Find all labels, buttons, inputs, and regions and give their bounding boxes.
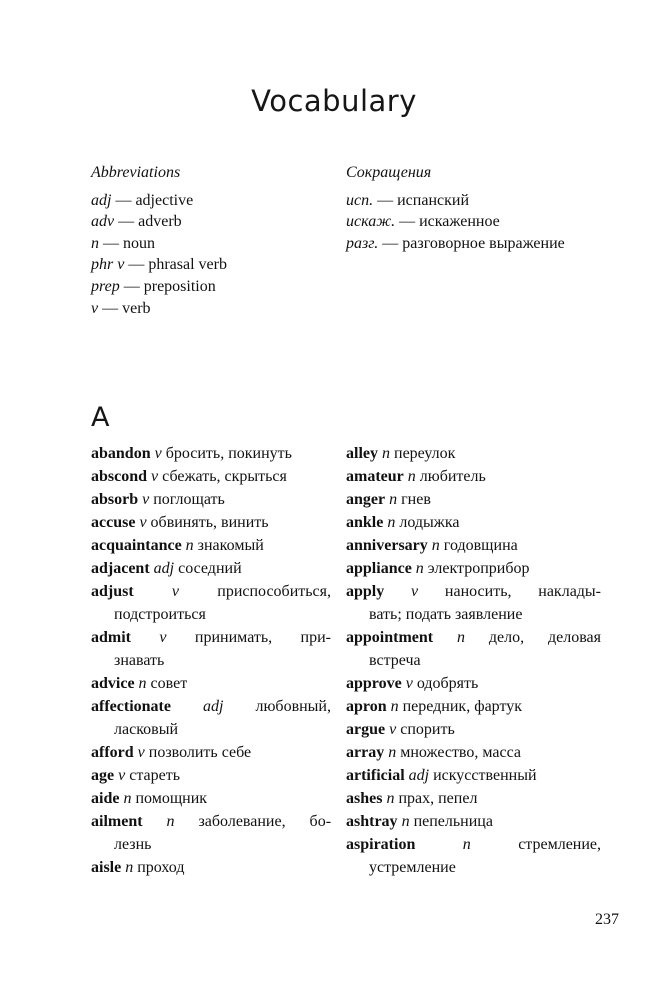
vocabulary-entry [91, 810, 331, 856]
vocabulary-entry [346, 672, 601, 695]
part-of-speech: n [388, 744, 397, 761]
translation: спорить [400, 721, 455, 738]
headword: apron [346, 698, 387, 715]
vocabulary-entry [346, 695, 601, 718]
abbreviation-list-russian [346, 190, 565, 255]
translation-continuation: устремление [369, 859, 456, 876]
headword: anger [346, 491, 386, 508]
part-of-speech: adj [153, 560, 175, 577]
vocabulary-entry [346, 787, 601, 810]
part-of-speech: v [139, 514, 147, 531]
part-of-speech: v [118, 767, 126, 784]
part-of-speech: v [142, 491, 150, 508]
vocabulary-entry [91, 787, 331, 810]
translation-continuation: знавать [114, 652, 165, 669]
headword: appointment [346, 629, 434, 646]
translation: обвинять, винить [150, 514, 269, 531]
headword: abscond [91, 468, 148, 485]
part-of-speech: v [411, 583, 419, 600]
vocabulary-entry [91, 580, 331, 626]
part-of-speech: n [138, 675, 147, 692]
translation: сбежать, скрыться [162, 468, 287, 485]
translation: знакомый [197, 537, 264, 554]
vocabulary-entry [346, 626, 601, 672]
abbreviations-heading-russian: Сокращения [346, 164, 432, 181]
section-letter: A [91, 402, 110, 433]
headword: age [91, 767, 115, 784]
headword: amateur [346, 468, 404, 485]
vocabulary-entry [91, 442, 331, 465]
vocabulary-entry [346, 718, 601, 741]
abbreviation-item: prep — preposition [91, 277, 216, 295]
headword: approve [346, 675, 402, 692]
part-of-speech: n [457, 629, 465, 646]
part-of-speech: n [123, 790, 132, 807]
headword: ailment [91, 813, 143, 830]
translation: принимать, при- [194, 629, 332, 646]
part-of-speech: adj [408, 767, 430, 784]
translation: гнев [401, 491, 431, 508]
page-title: Vocabulary [251, 84, 417, 118]
headword: argue [346, 721, 386, 738]
vocabulary-entry [346, 442, 601, 465]
abbreviation-list [91, 190, 227, 320]
translation: любитель [419, 468, 486, 485]
headword: abandon [91, 445, 151, 462]
part-of-speech: adj [203, 698, 224, 715]
headword: ankle [346, 514, 384, 531]
vocabulary-entry [346, 833, 601, 879]
vocabulary-entry [346, 741, 601, 764]
abbreviation-item: phr v — phrasal verb [91, 256, 227, 274]
headword: advice [91, 675, 135, 692]
headword: anniversary [346, 537, 428, 554]
translation-continuation: лезнь [114, 836, 152, 853]
abbreviation-meaning: разговорное выражение [402, 234, 565, 252]
translation: позволить себе [148, 744, 252, 761]
translation-continuation: ласковый [114, 721, 179, 738]
abbreviation-item: adj — adjective [91, 191, 194, 209]
part-of-speech: n [386, 790, 395, 807]
headword: ashtray [346, 813, 398, 830]
vocabulary-column-right [346, 442, 601, 879]
headword: array [346, 744, 385, 761]
abbreviation-meaning: noun [123, 234, 155, 252]
vocabulary-entry [91, 557, 331, 580]
vocabulary-entry [91, 672, 331, 695]
abbreviation-term: adv [91, 213, 115, 231]
headword: admit [91, 629, 131, 646]
abbreviation-item: разг. — разговорное выражение [346, 234, 565, 252]
page-number: 237 [595, 911, 619, 928]
translation: передник, фартук [402, 698, 523, 715]
headword: artificial [346, 767, 405, 784]
translation: переулок [394, 445, 456, 462]
abbreviation-term: v [91, 299, 99, 317]
translation: проход [137, 859, 185, 876]
part-of-speech: v [405, 675, 413, 692]
part-of-speech: n [415, 560, 424, 577]
vocabulary-entry [346, 580, 601, 626]
abbreviation-item: n — noun [91, 234, 155, 252]
abbreviation-meaning: verb [122, 299, 151, 317]
vocabulary-column-left [91, 442, 331, 879]
abbreviation-term: исп. [346, 191, 374, 209]
translation: множество, масса [400, 744, 521, 761]
abbreviation-item: adv — adverb [91, 213, 182, 231]
part-of-speech: n [431, 537, 440, 554]
vocabulary-entry [346, 557, 601, 580]
translation: наносить, наклады- [444, 583, 602, 600]
part-of-speech: n [390, 698, 399, 715]
abbreviations-russian [346, 162, 565, 254]
vocabulary-entry [346, 810, 601, 833]
translation: одобрять [416, 675, 479, 692]
translation-continuation: вать; подать заявление [369, 606, 523, 623]
headword: aisle [91, 859, 122, 876]
abbreviation-item: v — verb [91, 299, 151, 317]
part-of-speech: v [151, 468, 159, 485]
headword: accuse [91, 514, 136, 531]
translation: искусственный [433, 767, 537, 784]
translation: поглощать [153, 491, 225, 508]
part-of-speech: n [125, 859, 134, 876]
vocabulary-entry [91, 695, 331, 741]
abbreviation-meaning: испанский [397, 191, 469, 209]
vocabulary-entry [346, 465, 601, 488]
vocabulary-entry [346, 511, 601, 534]
translation-continuation: встреча [369, 652, 421, 669]
part-of-speech: n [389, 491, 398, 508]
translation: лодыжка [399, 514, 460, 531]
translation: годовщина [443, 537, 518, 554]
headword: aspiration [346, 836, 416, 853]
headword: aide [91, 790, 120, 807]
part-of-speech: v [389, 721, 397, 738]
vocabulary-entry [91, 856, 331, 879]
abbreviation-term: n [91, 234, 99, 252]
part-of-speech: n [401, 813, 410, 830]
headword: appliance [346, 560, 412, 577]
translation: приспособиться, [217, 583, 332, 600]
abbreviations-heading: Abbreviations [91, 164, 181, 181]
headword: afford [91, 744, 134, 761]
vocabulary-entry [346, 488, 601, 511]
translation: помощник [135, 790, 208, 807]
abbreviation-term: phr v [91, 256, 125, 274]
abbreviation-meaning: искаженное [419, 213, 500, 231]
translation: соседний [178, 560, 242, 577]
abbreviation-term: искаж. [346, 213, 396, 231]
part-of-speech: n [185, 537, 194, 554]
part-of-speech: v [137, 744, 145, 761]
abbreviation-meaning: phrasal verb [148, 256, 227, 274]
translation: любовный, [255, 698, 331, 715]
abbreviation-term: adj [91, 191, 112, 209]
part-of-speech: n [166, 813, 175, 830]
part-of-speech: v [154, 445, 162, 462]
headword: adjacent [91, 560, 150, 577]
translation: стремление, [518, 836, 602, 853]
translation: электроприбор [427, 560, 530, 577]
vocabulary-entry [91, 465, 331, 488]
vocabulary-entry [91, 488, 331, 511]
abbreviation-term: разг. [346, 234, 379, 252]
part-of-speech: v [159, 629, 167, 646]
vocabulary-entry [91, 511, 331, 534]
translation: бросить, покинуть [165, 445, 292, 462]
headword: adjust [91, 583, 134, 600]
abbreviation-meaning: preposition [143, 277, 216, 295]
headword: ashes [346, 790, 383, 807]
part-of-speech: n [407, 468, 416, 485]
headword: absorb [91, 491, 139, 508]
part-of-speech: n [462, 836, 471, 853]
abbreviation-meaning: adjective [135, 191, 194, 209]
translation: заболевание, бо- [198, 813, 332, 830]
headword: acquaintance [91, 537, 182, 554]
translation: стареть [129, 767, 180, 784]
part-of-speech: n [382, 445, 390, 462]
vocabulary-entry [91, 626, 331, 672]
abbreviation-meaning: adverb [138, 213, 182, 231]
vocabulary-entry [346, 764, 601, 787]
part-of-speech: v [171, 583, 180, 600]
vocabulary-entry [91, 534, 331, 557]
abbreviations-english [91, 162, 227, 319]
vocabulary-entry [91, 764, 331, 787]
headword: apply [346, 583, 385, 600]
abbreviation-term: prep [91, 277, 120, 295]
part-of-speech: n [387, 514, 396, 531]
translation: прах, пепел [398, 790, 478, 807]
translation: совет [150, 675, 188, 692]
translation-continuation: подстроиться [114, 606, 206, 623]
translation: дело, деловая [488, 629, 602, 646]
translation: пепельница [413, 813, 493, 830]
vocabulary-entry [346, 534, 601, 557]
headword: affectionate [91, 698, 171, 715]
vocabulary-entry [91, 741, 331, 764]
headword: alley [346, 445, 378, 462]
abbreviation-item: искаж. — искаженное [346, 213, 500, 231]
abbreviation-item: исп. — испанский [346, 191, 469, 209]
